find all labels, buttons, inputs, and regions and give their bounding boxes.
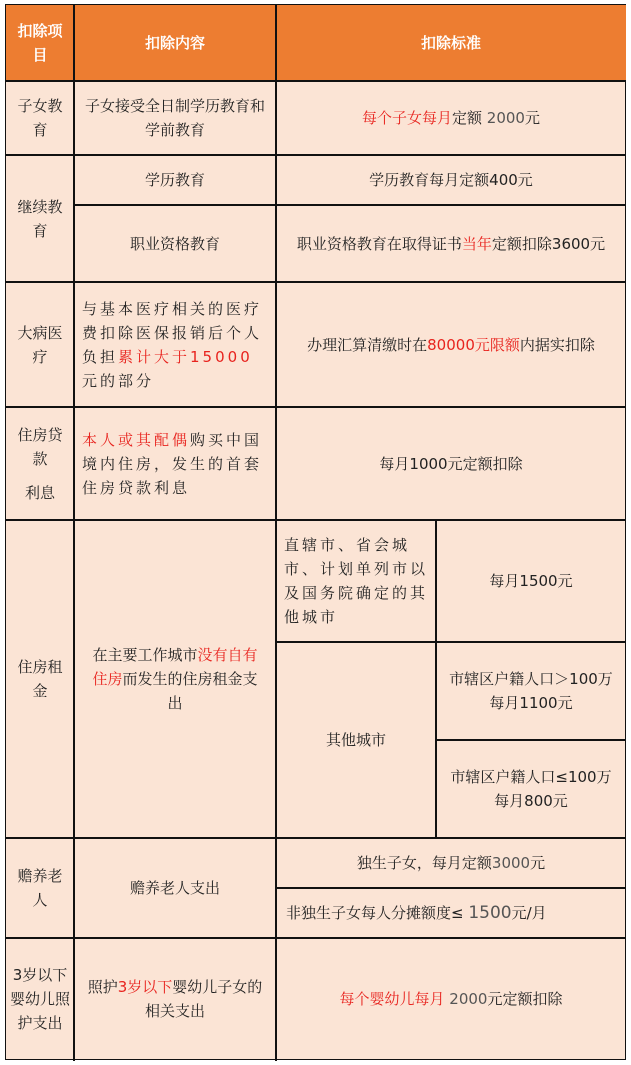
divider bbox=[6, 281, 626, 283]
row-elderly-item bbox=[6, 838, 74, 938]
city-text: 直辖市、省会城市、计划单列市以及国务院确定的其他城市 bbox=[284, 536, 429, 626]
row-elderly-sub1 bbox=[276, 838, 626, 888]
standard-text: 非独生子女每人分摊额度≤ bbox=[286, 904, 469, 922]
unit-text: 元 bbox=[530, 854, 546, 872]
condition-text: 市辖区户籍人口＞100万 bbox=[449, 670, 613, 688]
row-housing-rent-content bbox=[74, 520, 276, 838]
item-label: 住房贷款 bbox=[17, 425, 63, 468]
row-housing-loan-standard bbox=[276, 407, 626, 520]
row-continuing-edu-sub1-standard bbox=[276, 155, 626, 205]
header-content bbox=[74, 5, 276, 81]
item-label: 赡养老人 bbox=[17, 867, 63, 909]
row-child-edu-item bbox=[6, 81, 74, 155]
divider bbox=[435, 520, 437, 838]
condition-text: 市辖区户籍人口≤100万 bbox=[450, 768, 612, 786]
highlight-text: 每个子女每月 bbox=[361, 109, 452, 127]
content-text: 职业资格教育 bbox=[129, 234, 220, 253]
row-continuing-edu-sub1-content bbox=[74, 155, 276, 205]
content-text: 赡养老人支出 bbox=[129, 879, 220, 897]
row-housing-rent-city2a bbox=[436, 642, 626, 740]
standard-text: 职业资格教育在取得证书 bbox=[296, 234, 462, 253]
row-continuing-edu-sub2-content bbox=[74, 205, 276, 282]
amount-text: 1500 bbox=[468, 903, 512, 923]
divider bbox=[276, 641, 626, 643]
row-elderly-content bbox=[74, 838, 276, 938]
item-label: 大病医疗 bbox=[17, 323, 63, 366]
row-elderly-sub2 bbox=[276, 888, 626, 938]
standard-text: 每月1000元定额扣除 bbox=[379, 454, 523, 473]
row-continuing-edu-item bbox=[6, 155, 74, 282]
divider bbox=[436, 739, 626, 741]
row-medical-standard bbox=[276, 282, 626, 407]
city-text: 其他城市 bbox=[325, 731, 386, 749]
content-text: 在主要工作城市 bbox=[92, 646, 198, 664]
item-label: 继续教育 bbox=[17, 197, 63, 240]
standard-text: 办理汇算清缴时在 bbox=[307, 335, 428, 354]
item-label: 住房租金 bbox=[17, 658, 63, 700]
content-text: 元的部分 bbox=[82, 371, 155, 390]
standard-text: 独生子女，每月定额 bbox=[356, 854, 492, 872]
row-infant-content bbox=[74, 938, 276, 1060]
row-medical-item bbox=[6, 282, 74, 407]
header-content-label: 扣除内容 bbox=[144, 34, 205, 52]
highlight-text: 没有自有住房 bbox=[92, 646, 258, 688]
standard-text: 定额 bbox=[452, 109, 483, 127]
row-infant-item bbox=[6, 938, 74, 1060]
row-continuing-edu-sub2-standard bbox=[276, 205, 626, 282]
standard-text: 元定额扣除 bbox=[487, 990, 563, 1008]
divider bbox=[73, 5, 75, 1061]
highlight-text: 3岁以下 bbox=[117, 978, 173, 996]
deduction-table bbox=[5, 4, 626, 1060]
content-text: 购买中国境内住房，发生的首套住房贷款利息 bbox=[82, 430, 263, 497]
divider bbox=[275, 5, 277, 1061]
standard-text: 每月1500元 bbox=[489, 572, 573, 590]
divider bbox=[74, 204, 626, 206]
row-housing-rent-city1-standard bbox=[436, 520, 626, 642]
row-housing-rent-city2b bbox=[436, 740, 626, 838]
divider bbox=[6, 837, 626, 839]
amount-text: 2000 bbox=[444, 990, 488, 1008]
divider bbox=[6, 154, 626, 156]
row-child-edu-standard bbox=[276, 81, 626, 155]
highlight-text: 当年 bbox=[461, 234, 492, 253]
unit-text: 元/月 bbox=[511, 904, 547, 922]
row-housing-rent-item bbox=[6, 520, 74, 838]
divider bbox=[6, 80, 626, 82]
row-housing-loan-content bbox=[74, 407, 276, 520]
highlight-text: 本人或其配偶 bbox=[82, 430, 191, 449]
header-item-label: 扣除项目 bbox=[17, 22, 63, 64]
header-item bbox=[6, 5, 74, 81]
content-text: 而发生的住房租金支出 bbox=[122, 670, 258, 712]
standard-text: 定额扣除3600元 bbox=[491, 234, 606, 253]
standard-text: 内据实扣除 bbox=[519, 335, 595, 354]
standard-text: 每月800元 bbox=[494, 792, 568, 810]
highlight-text: 每个婴幼儿每月 bbox=[339, 990, 445, 1008]
content-text: 婴幼儿子女的相关支出 bbox=[144, 978, 263, 1020]
row-child-edu-content bbox=[74, 81, 276, 155]
divider bbox=[6, 519, 626, 521]
unit-text: 元 bbox=[524, 109, 540, 127]
divider bbox=[6, 937, 626, 939]
row-infant-standard bbox=[276, 938, 626, 1060]
row-housing-rent-city2 bbox=[276, 642, 436, 838]
content-text: 学历教育 bbox=[144, 171, 205, 189]
item-label: 利息 bbox=[24, 483, 55, 502]
highlight-text: 80000元限额 bbox=[427, 335, 520, 354]
row-medical-content bbox=[74, 282, 276, 407]
standard-text: 每月1100元 bbox=[489, 694, 573, 712]
item-label: 子女教育 bbox=[17, 97, 63, 139]
content-text: 与基本医疗相关的医疗费扣除医保报销后个人负担 bbox=[82, 299, 263, 366]
amount-text: 2000 bbox=[486, 109, 525, 127]
content-text: 照护 bbox=[87, 978, 118, 996]
item-label: 3岁以下婴幼儿照护支出 bbox=[10, 966, 71, 1032]
row-housing-loan-item bbox=[6, 407, 74, 520]
row-housing-rent-city1 bbox=[276, 520, 436, 642]
amount-text: 3000 bbox=[491, 854, 531, 872]
standard-text: 学历教育每月定额400元 bbox=[369, 171, 533, 189]
header-standard bbox=[276, 5, 626, 81]
divider bbox=[276, 887, 626, 889]
highlight-text: 累计大于15000 bbox=[118, 347, 253, 366]
content-text: 子女接受全日制学历教育和学前教育 bbox=[84, 97, 265, 139]
header-standard-label: 扣除标准 bbox=[420, 34, 481, 52]
divider bbox=[6, 406, 626, 408]
